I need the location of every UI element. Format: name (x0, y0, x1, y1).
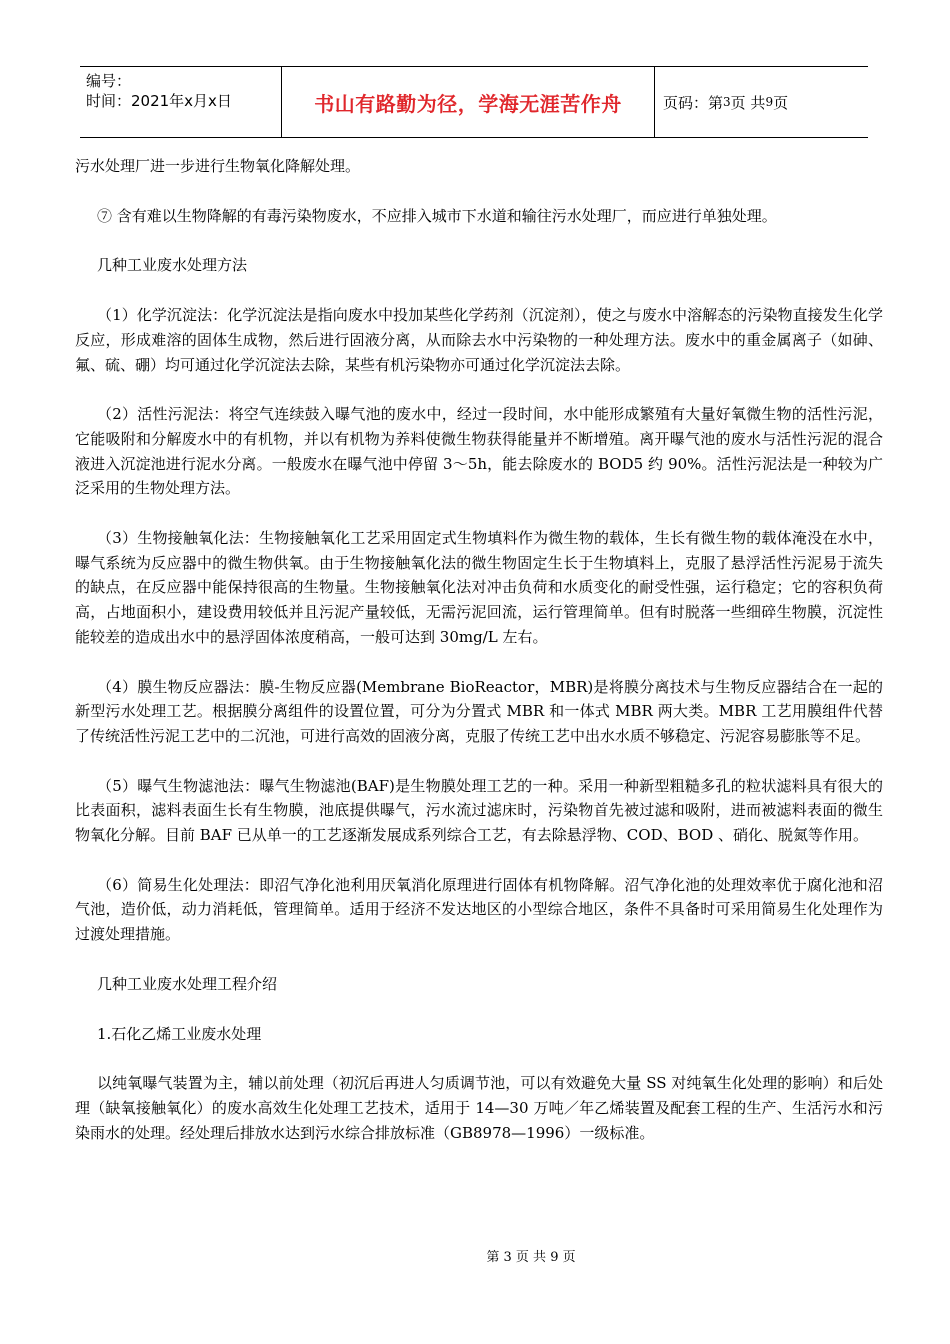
section-heading: 几种工业废水处理工程介绍 (97, 974, 278, 993)
paragraph: 以纯氧曝气装置为主，辅以前处理（初沉后再进人匀质调节池，可以有效避免大量 SS 对纯氧生化处理的影响）和后处理（缺氧接触氧化）的废水高效生化处理工艺技术，适用于 14—30 万吨／年乙烯装置及配套工程的生产、生活污水和污染雨水的处理。经处理后排放水达到污水综合排放标准（GB8978—1996）一级标准。 (75, 1074, 883, 1142)
header-page-info (655, 67, 868, 137)
paragraph: 污水处理厂进一步进行生物氧化降解处理。 (75, 157, 361, 175)
serial-label: 编号： (86, 72, 132, 90)
time-label: 时间：2021年x月x日 (86, 92, 232, 110)
footer-prefix: 第 (486, 1250, 500, 1265)
paragraph: （4）膜生物反应器法：膜-生物反应器(Membrane BioReactor，MBR)是将膜分离技术与生物反应器结合在一起的新型污水处理工艺。根据膜分离组件的设置位置，可分为分置式 MBR 和一体式 MBR 两大类。MBR 工艺用膜组件代替了传统活性污泥工艺中的二沉池，可进行高效的固液分离，克服了传统工艺中出水水质不够稳定、污泥容易膨胀等不足。 (75, 677, 883, 745)
page-suffix: 页 (773, 93, 789, 112)
page-total: 9 (765, 95, 774, 109)
section-heading: 几种工业废水处理方法 (97, 256, 248, 275)
paragraph: （3）生物接触氧化法：生物接触氧化工艺采用固定式生物填料作为微生物的载体，生长有微生物的载体淹没在水中，曝气系统为反应器中的微生物供氧。由于生物接触氧化法的微生物固定生长于生物填料上，克服了悬浮活性污泥易于流失的缺点，在反应器中能保持很高的生物量。生物接触氧化法对冲击负荷和水质变化的耐受性强，运行稳定；它的容积负荷高，占地面积小，建设费用较低并且污泥产量较低，无需污泥回流，运行管理简单。但有时脱落一些细碎生物膜，沉淀性能较差的造成出水中的悬浮固体浓度稍高，一般可达到 30mg/L 左右。 (75, 529, 883, 646)
paragraph: （1）化学沉淀法：化学沉淀法是指向废水中投加某些化学药剂（沉淀剂），使之与废水中溶解态的污染物直接发生化学反应，形成难溶的固体生成物，然后进行固液分离，从而除去水中污染物的一种处理方法。废水中的重金属离子（如砷、氟、硫、硼）均可通过化学沉淀法去除，某些有机污染物亦可通过化学沉淀法去除。 (75, 306, 883, 374)
footer-mid: 页 共 (515, 1250, 547, 1265)
motto: 书山有路勤为径，学海无涯苦作舟 (314, 91, 622, 116)
subsection-heading: 1.石化乙烯工业废水处理 (97, 1024, 262, 1043)
footer-suffix: 页 (562, 1250, 576, 1265)
page-footer (0, 1246, 950, 1265)
footer-total: 9 (550, 1250, 559, 1265)
paragraph: （2）活性污泥法：将空气连续鼓入曝气池的废水中，经过一段时间，水中能形成繁殖有大量好氧微生物的活性污泥，它能吸附和分解废水中的有机物，并以有机物为养料使微生物获得能量并不断增殖。离开曝气池的废水与活性污泥的混合液进入沉淀池进行泥水分离。一般废水在曝气池中停留 3～5h，能去除废水的 BOD5 约 90%。活性污泥法是一种较为广泛采用的生物处理方法。 (75, 405, 883, 498)
footer-current: 3 (503, 1250, 512, 1265)
page-mid: 页 共 (730, 93, 766, 112)
page-header (80, 66, 868, 138)
document-body (75, 154, 883, 1145)
paragraph: （5）曝气生物滤池法：曝气生物滤池(BAF)是生物膜处理工艺的一种。采用一种新型粗糙多孔的粒状滤料具有很大的比表面积，滤料表面生长有生物膜，池底提供曝气，污水流过滤床时，污染物首先被过滤和吸附，进而被滤料表面的微生物氧化分解。目前 BAF 已从单一的工艺逐渐发展成系列综合工艺，有去除悬浮物、COD、BOD 、硝化、脱氮等作用。 (75, 776, 883, 845)
header-info (80, 67, 282, 137)
page-current: 3 (723, 95, 731, 109)
page-prefix: 页码：第 (663, 93, 724, 112)
header-motto-cell (282, 67, 655, 137)
paragraph: ⑦ 含有难以生物降解的有毒污染物废水，不应排入城市下水道和输往污水处理厂，而应进行单独处理。 (97, 206, 777, 225)
paragraph: （6）简易生化处理法：即沼气净化池利用厌氧消化原理进行固体有机物降解。沼气净化池的处理效率优于腐化池和沼气池，造价低，动力消耗低，管理简单。适用于经济不发达地区的小型综合地区，条件不具备时可采用简易生化处理作为过渡处理措施。 (75, 875, 883, 944)
